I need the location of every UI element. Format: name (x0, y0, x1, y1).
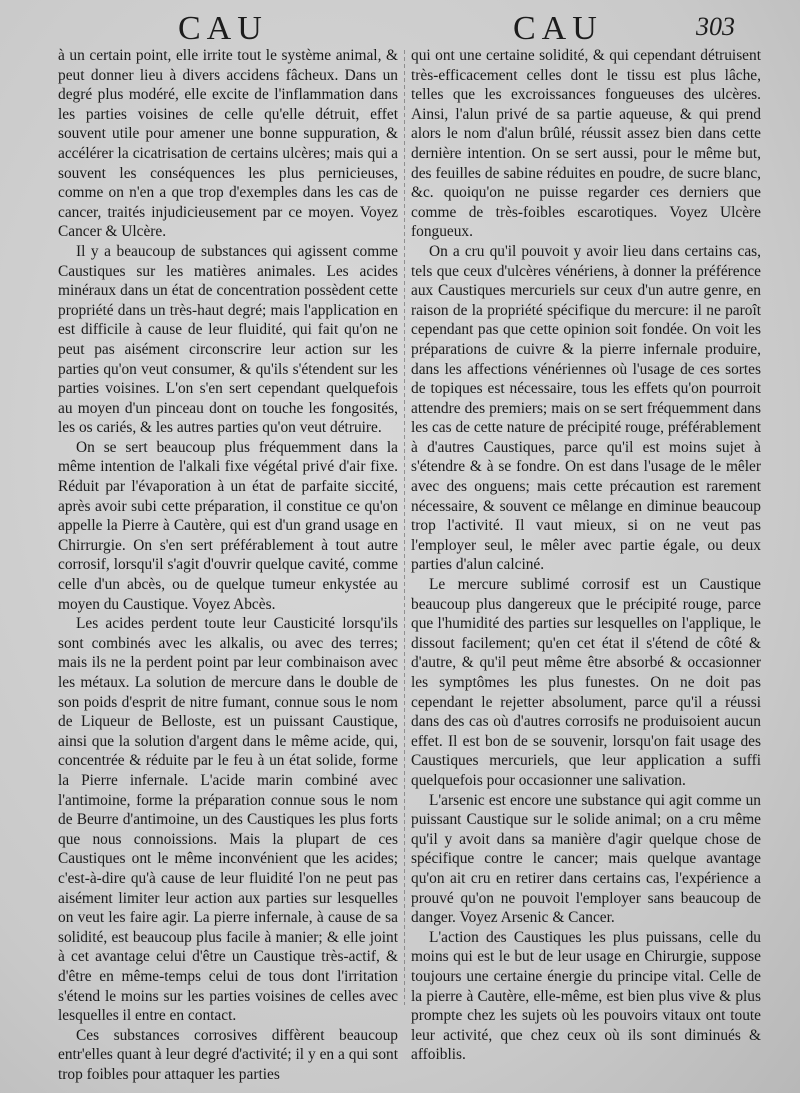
paragraph: Ces substances corrosives diffèrent beaucoup entr'elles quant à leur degré d'activité; il y en a qui sont trop foibles pour attaquer les parties (58, 1026, 398, 1083)
page-number: 303 (696, 12, 735, 41)
column-divider (404, 50, 405, 1005)
paragraph: L'arsenic est encore une substance qui agit comme un puissant Caustique sur le solide animal; on a cru même qu'il y avoit dans sa manière d'agir quelque chose de spécifique contre le cancer; mais quelque avantage qu'on ait cru en retirer dans certains cas, l'expérience a prouvé qu'on ne pouvoit l'employer sans beaucoup de danger. Voyez Arsenic & Cancer. (411, 791, 761, 927)
running-head-right: CAU (513, 10, 603, 47)
paragraph: On a cru qu'il pouvoit y avoir lieu dans certains cas, tels que ceux d'ulcères vénériens, à donner la préférence aux Caustiques mercuriels sur ceux d'un autre genre, en raison de la propriété spécifique du mercure: il ne paroît cependant pas que cette opinion soit fondée. On voit les préparations de cuivre & la pierre infernale produire, dans les affections vénériennes où l'usage de ces sortes de topiques est nécessaire, tous les effets qu'on pourroit attendre des premiers; mais on se sert fréquemment dans les cas de cette nature de précipité rouge, préférablement à d'autres Caustiques, parce qu'il est moins sujet à s'étendre & à se fondre. On est dans l'usage de le mêler avec des onguens; mais cette précaution est rarement nécessaire, & souvent ce mêlange en diminue beaucoup trop l'activité. Il vaut mieux, si on ne veut pas l'employer seul, le mêler avec partie égale, ou deux parties d'alun calciné. (411, 242, 761, 574)
paragraph: Les acides perdent toute leur Causticité lorsqu'ils sont combinés avec les alkalis, ou avec des terres; mais ils ne la perdent point par leur combinaison avec les métaux. La solution de mercure dans le double de son poids d'esprit de nitre fumant, connue sous le nom de Liqueur de Belloste, est un puissant Caustique, ainsi que la solution d'argent dans le même acide, qui, concentrée & réduite par le feu à un état solide, forme la Pierre infernale. L'acide marin combiné avec l'antimoine, forme la préparation connue sous le nom de Beurre d'antimoine, un des Caustiques les plus forts que nous connoissions. Mais la plupart de ces Caustiques ont le même inconvénient que les acides; c'est-à-dire qu'à cause de leur fluidité l'on ne peut pas aisément limiter leur action aux parties sur lesquelles on veut les faire agir. La pierre infernale, à cause de sa solidité, est beaucoup plus facile à manier; & elle joint à cet avantage celui d'être un Caustique très-actif, & d'être en même-temps celui de tous dont l'irritation s'étend le moins sur les parties voisines de celles avec lesquelles il entre en contact. (58, 615, 398, 1025)
paragraph: qui ont une certaine solidité, & qui cependant détruisent très-efficacement celles dont le tissu est plus lâche, telles que les excroissances fongueuses des ulcères. Ainsi, l'alun privé de sa partie aqueuse, & qui prend alors le nom d'alun brûlé, réussit assez bien dans cette dernière intention. On se sert aussi, pour le même but, des feuilles de sabine réduites en poudre, de sucre blanc, &c. quoiqu'on ne puisse regarder ces derniers que comme de très-foibles escarotiques. Voyez Ulcère fongueux. (411, 47, 761, 241)
paragraph: à un certain point, elle irrite tout le système animal, & peut donner lieu à divers accidens fâcheux. Dans un degré plus modéré, elle excite de l'inflammation dans les parties voisines de celle qu'elle détruit, effet souvent utile pour amener une bonne suppuration, & accélérer la cicatrisation de certains ulcères; mais qui a souvent les conséquences les plus pernicieuses, comme on n'en a que trop d'exemples dans les cas de cancer, traités injudicieusement par ce moyen. Voyez Cancer & Ulcère. (58, 47, 398, 241)
paragraph: Le mercure sublimé corrosif est un Caustique beaucoup plus dangereux que le précipité rouge, parce que l'humidité des parties sur lesquelles on l'applique, le dissout facilement; qu'en cet état il s'étend de côté & d'autre, & qu'il peut même être absorbé & occasionner les symptômes les plus funestes. On ne doit pas cependant le rejetter absolument, parce qu'il a réussi dans des cas où d'autres corrosifs ne produisoient aucun effet. Il est bon de se souvenir, lorsqu'on fait usage des Caustiques mercuriels, que leur application a suffi quelquefois pour occasionner une salivation. (411, 576, 761, 789)
paragraph: On se sert beaucoup plus fréquemment dans la même intention de l'alkali fixe végétal privé d'air fixe. Réduit par l'évaporation à un état de parfaite siccité, après avoir subi cette préparation, il constitue ce qu'on appelle la Pierre à Cautère, qui est d'un grand usage en Chirrurgie. On s'en sert préférablement à tout autre corrosif, lorsqu'il s'agit d'ouvrir quelque cavité, comme celle d'un abcès, ou de quelque tumeur enkystée au moyen du Caustique. Voyez Abcès. (58, 438, 398, 613)
left-column (58, 46, 398, 1084)
paragraph: L'action des Caustiques les plus puissans, celle du moins qui est le but de leur usage en Chirurgie, suppose toujours une certaine énergie du principe vital. Celle de la pierre à Cautère, elle-même, est bien plus vive & plus prompte chez les sujets où les pouvoirs vitaux ont toute leur activité, que chez ceux où ils sont diminués & affoiblis. (411, 928, 761, 1064)
paragraph: Il y a beaucoup de substances qui agissent comme Caustiques sur les matières animales. Les acides minéraux dans un état de concentration possèdent cette propriété dans un très-haut degré; mais l'application en est difficile à cause de leur fluidité, qui fait qu'on ne peut pas aisément circonscrire leur action sur les parties qu'on veut consumer, & qu'ils s'étendent sur les parties voisines. L'on s'en sert cependant quelquefois au moyen d'un pinceau dont on touche les fongosités, les os cariés, & les autres parties qu'on veut détruire. (58, 242, 398, 437)
running-head-left: CAU (178, 10, 268, 47)
right-column (411, 46, 761, 1065)
